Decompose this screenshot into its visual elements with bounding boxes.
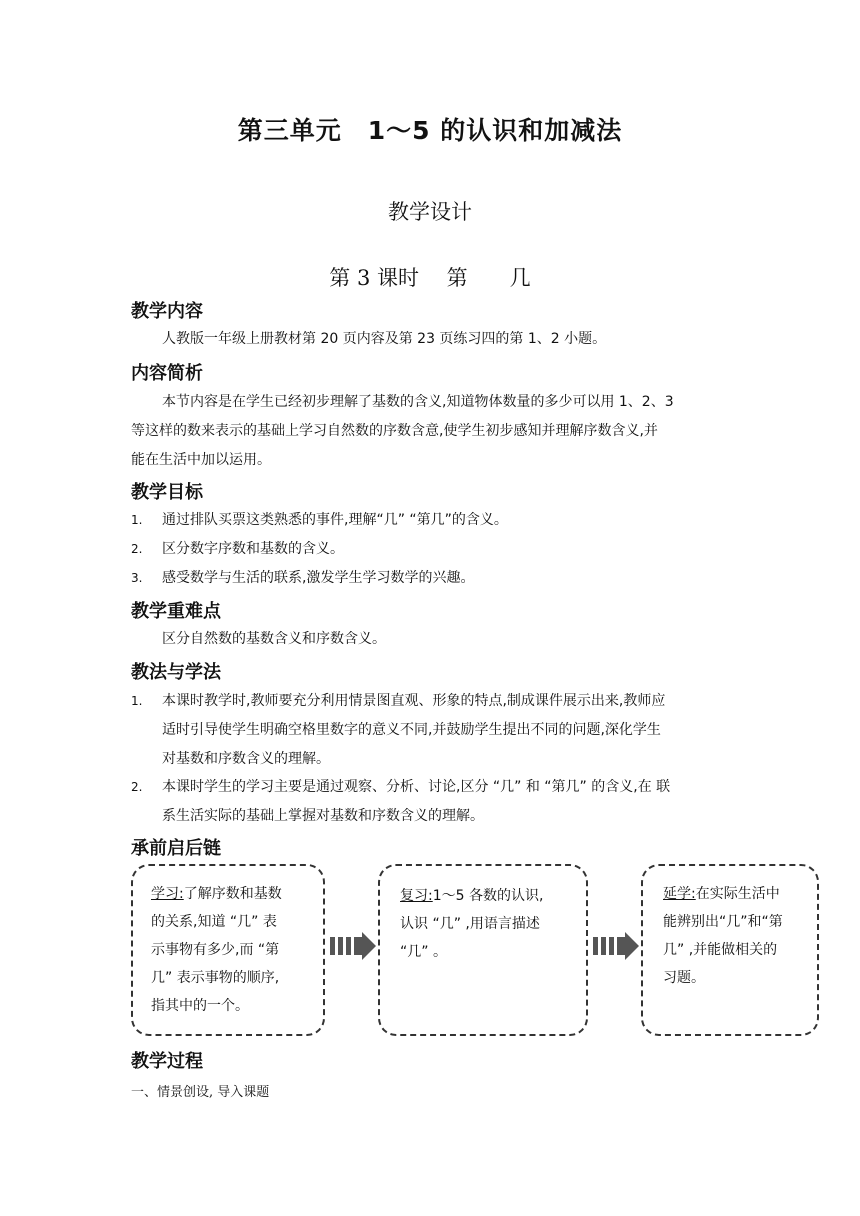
goal-item [131, 506, 731, 535]
chain-line: 能辨别出“几”和“第 [663, 914, 783, 930]
section-heading-chain: 承前启后链 [131, 838, 221, 859]
chain-line: 了解序数和基数 [183, 886, 282, 902]
analysis-line: 本节内容是在学生已经初步理解了基数的含义,知道物体数量的多少可以用 1、2、3 [162, 394, 674, 410]
section-heading-methods: 教法与学法 [131, 662, 221, 683]
goal-item [131, 535, 731, 564]
difficulty-text: 区分自然数的基数含义和序数含义。 [162, 631, 386, 647]
goal-number: 3. [131, 571, 143, 585]
document-subtitle: 教学设计 [388, 200, 472, 224]
goal-number: 1. [131, 513, 143, 527]
chain-line: 几” ,并能做相关的 [663, 942, 778, 958]
chain-line: “几” 。 [400, 944, 447, 960]
chain-line: 指其中的一个。 [151, 998, 249, 1014]
lesson-title: 第 3 课时 第 几 [329, 266, 531, 290]
chain-line: 在实际生活中 [695, 886, 780, 902]
analysis-line: 等这样的数来表示的基础上学习自然数的序数含意,使学生初步感知并理解序数含义,并 [131, 423, 658, 439]
process-first-step: 一、情景创设, 导入课题 [131, 1085, 270, 1100]
method-number: 1. [131, 694, 143, 708]
content-text: 人教版一年级上册教材第 20 页内容及第 23 页练习四的第 1、2 小题。 [162, 331, 607, 347]
chain-label: 学习: [151, 886, 184, 902]
chain-line: 1～5 各数的认识, [432, 888, 544, 904]
unit-title: 第三单元 1～5 的认识和加减法 [237, 116, 623, 145]
chain-line: 习题。 [663, 970, 705, 986]
method-line: 本课时教学时,教师要充分利用情景图直观、形象的特点,制成课件展示出来,教师应 [162, 693, 666, 709]
chain-line: 认识 “几” ,用语言描述 [400, 916, 540, 932]
analysis-text [131, 388, 731, 475]
method-line: 适时引导使学生明确空格里数字的意义不同,并鼓励学生提出不同的问题,深化学生 [162, 722, 661, 738]
chain-box-extend [641, 864, 819, 1036]
goal-text: 感受数学与生活的联系,激发学生学习数学的兴趣。 [162, 570, 475, 586]
section-heading-goals: 教学目标 [131, 482, 203, 503]
section-heading-content: 教学内容 [131, 301, 203, 322]
method-line: 对基数和序数含义的理解。 [162, 751, 330, 767]
goal-text: 区分数字序数和基数的含义。 [162, 541, 344, 557]
section-heading-difficulty: 教学重难点 [131, 601, 221, 622]
chain-arrow-icon [592, 932, 640, 960]
method-item [131, 773, 731, 831]
method-item [131, 687, 731, 774]
chain-line: 示事物有多少,而 “第 [151, 942, 280, 958]
method-line: 本课时学生的学习主要是通过观察、分析、讨论,区分 “几” 和 “第几” 的含义,在 联 [162, 779, 671, 795]
chain-label: 延学: [663, 886, 696, 902]
method-line: 系生活实际的基础上掌握对基数和序数含义的理解。 [162, 808, 484, 824]
chain-label: 复习: [400, 888, 433, 904]
goal-text: 通过排队买票这类熟悉的事件,理解“几” “第几”的含义。 [162, 512, 508, 528]
chain-arrow-icon [329, 932, 377, 960]
analysis-line: 能在生活中加以运用。 [131, 452, 271, 468]
chain-box-review [378, 864, 588, 1036]
method-number: 2. [131, 780, 143, 794]
goal-item [131, 564, 731, 593]
chain-line: 的关系,知道 “几” 表 [151, 914, 277, 930]
section-heading-analysis: 内容简析 [131, 363, 203, 384]
section-heading-process: 教学过程 [131, 1051, 203, 1072]
chain-box-learn [131, 864, 325, 1036]
goal-number: 2. [131, 542, 143, 556]
chain-line: 几” 表示事物的顺序, [151, 970, 280, 986]
